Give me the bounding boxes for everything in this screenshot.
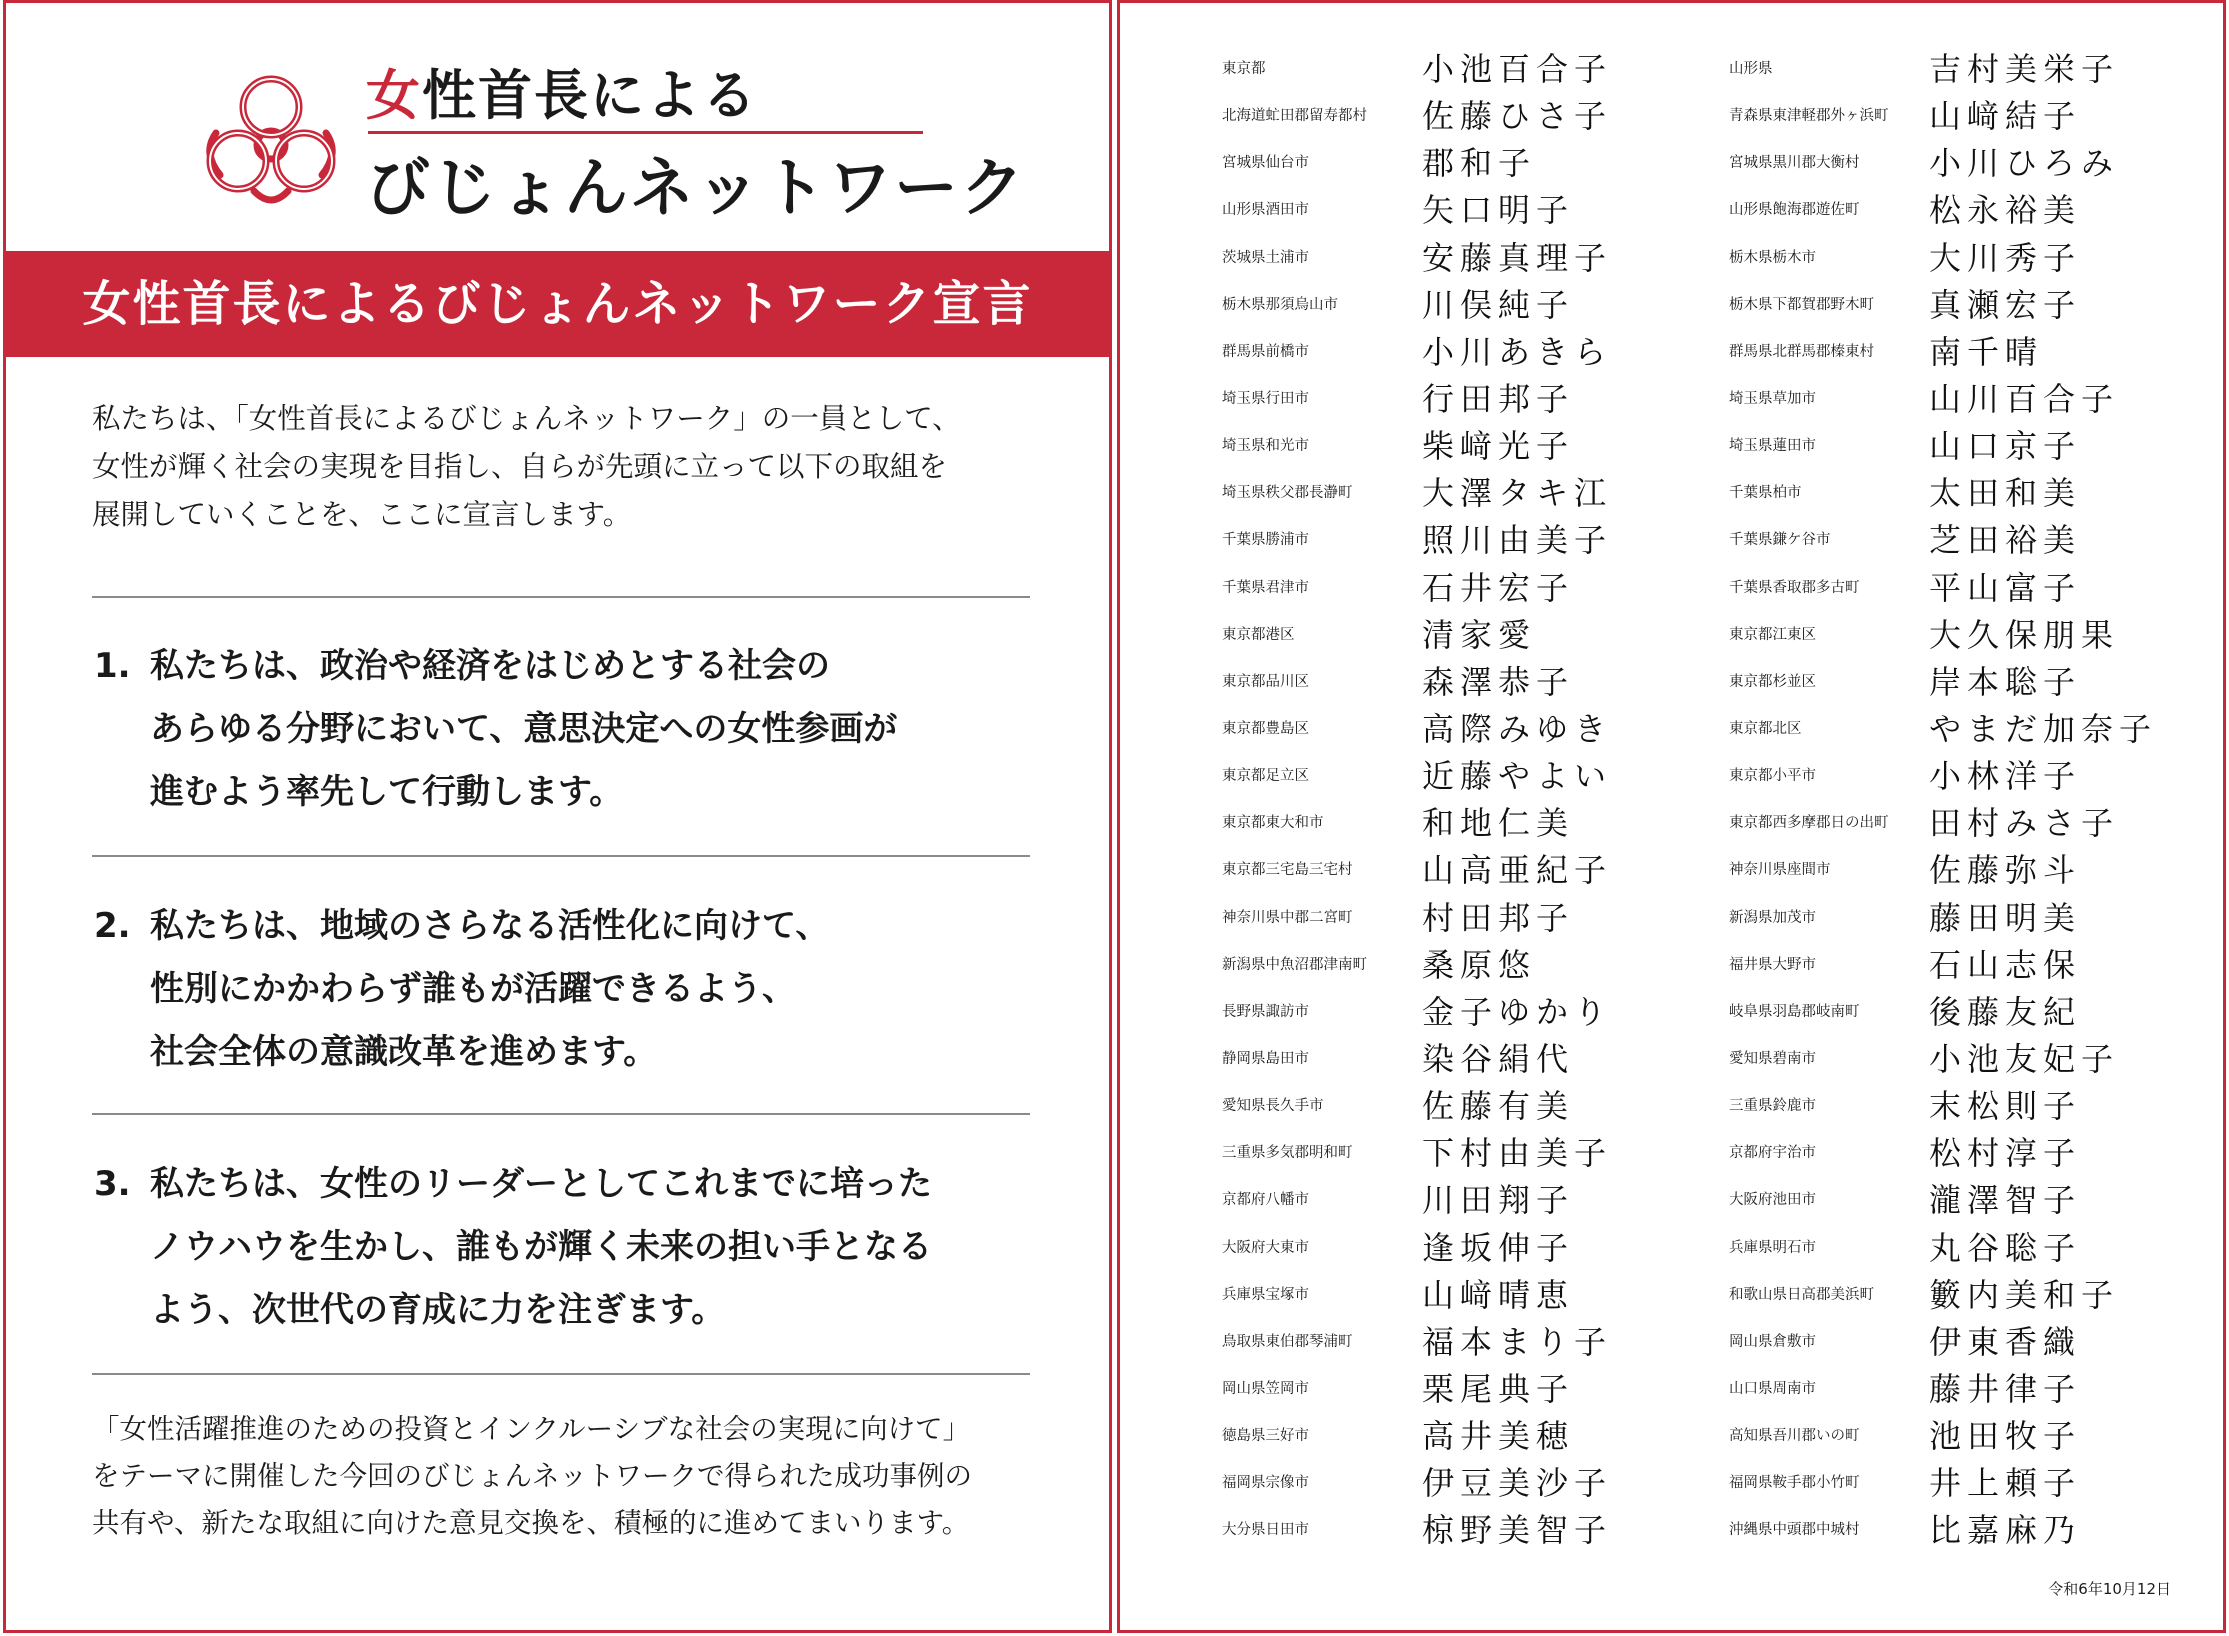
municipality-name: 三重県多気郡明和町 <box>1222 1145 1353 1162</box>
divider <box>92 855 1030 857</box>
network-title-line1 <box>366 53 758 130</box>
signatory-row <box>1222 1036 1702 1083</box>
signatory-row <box>1729 235 2209 282</box>
mayor-signature: 近藤やよい <box>1422 757 1613 796</box>
signatory-row <box>1729 93 2209 140</box>
intro-line: 展開していくことを、ここに宣言します。 <box>92 498 632 531</box>
signatory-row <box>1222 1460 1702 1507</box>
closing-line: をテーマに開催した今回のびじょんネットワークで得られた成功事例の <box>92 1460 972 1492</box>
signatory-row <box>1729 1225 2209 1272</box>
mayor-signature: 行田邦子 <box>1422 379 1575 418</box>
divider <box>92 1373 1030 1375</box>
pledge-line: 社会全体の意識改革を進めます。 <box>150 1032 658 1072</box>
mayor-signature: 染谷絹代 <box>1422 1039 1575 1078</box>
mayor-signature: 小川ひろみ <box>1929 144 2120 183</box>
mayor-signature: 小林洋子 <box>1929 757 2082 796</box>
municipality-name: 長野県諏訪市 <box>1222 1003 1309 1020</box>
mayor-signature: 清家愛 <box>1422 615 1537 654</box>
municipality-name: 大分県日田市 <box>1222 1522 1309 1539</box>
signatory-row <box>1222 1225 1702 1272</box>
pledge-line: 私たちは、女性のリーダーとしてこれまでに培った <box>150 1164 932 1204</box>
mayor-signature: 山川百合子 <box>1929 379 2120 418</box>
municipality-name: 東京都足立区 <box>1222 768 1309 785</box>
signatory-row <box>1729 659 2209 706</box>
signatory-row <box>1222 659 1702 706</box>
signatory-row <box>1222 470 1702 517</box>
pledge-line: ノウハウを生かし、誰もが輝く未来の担い手となる <box>150 1227 932 1267</box>
municipality-name: 福岡県鞍手郡小竹町 <box>1729 1475 1860 1492</box>
mayor-signature: 石井宏子 <box>1422 568 1575 607</box>
mayor-signature: 森澤恭子 <box>1422 662 1575 701</box>
intro-paragraph <box>92 395 1052 539</box>
mayor-signature: 福本まり子 <box>1422 1322 1613 1361</box>
signatory-row <box>1729 1507 2209 1554</box>
mayor-signature: 山﨑結子 <box>1929 97 2082 136</box>
signatory-column-right <box>1729 46 2209 1555</box>
municipality-name: 大阪府池田市 <box>1729 1192 1816 1209</box>
mayor-signature: 藤井律子 <box>1929 1369 2082 1408</box>
mayor-signature: 川田翔子 <box>1422 1181 1575 1220</box>
municipality-name: 東京都小平市 <box>1729 768 1816 785</box>
mayor-signature: 瀧澤智子 <box>1929 1181 2082 1220</box>
mayor-signature: 郡和子 <box>1422 144 1537 183</box>
municipality-name: 栃木県下都賀郡野木町 <box>1729 296 1874 313</box>
municipality-name: 岡山県笠岡市 <box>1222 1380 1309 1397</box>
signatory-row <box>1222 942 1702 989</box>
mayor-signature: 佐藤弥斗 <box>1929 851 2082 890</box>
signatory-row <box>1222 1507 1702 1554</box>
signatory-row <box>1222 895 1702 942</box>
signatory-row <box>1222 1319 1702 1366</box>
signatory-row <box>1222 565 1702 612</box>
declaration-panel <box>3 0 1112 1633</box>
knot-emblem-icon <box>196 65 346 215</box>
signatory-row <box>1222 329 1702 376</box>
signatory-row <box>1222 235 1702 282</box>
mayor-signature: 佐藤ひさ子 <box>1422 97 1613 136</box>
municipality-name: 東京都品川区 <box>1222 673 1309 690</box>
signatory-row <box>1729 1130 2209 1177</box>
municipality-name: 高知県吾川郡いの町 <box>1729 1428 1860 1445</box>
mayor-signature: 平山富子 <box>1929 568 2082 607</box>
mayor-signature: 和地仁美 <box>1422 804 1575 843</box>
signatory-row <box>1729 329 2209 376</box>
mayor-signature: 大澤タキ江 <box>1422 474 1613 513</box>
municipality-name: 山形県飽海郡遊佐町 <box>1729 202 1860 219</box>
signatory-row <box>1729 612 2209 659</box>
signatory-row <box>1729 1036 2209 1083</box>
mayor-signature: 村田邦子 <box>1422 898 1575 937</box>
municipality-name: 栃木県那須烏山市 <box>1222 296 1338 313</box>
signatory-row <box>1729 46 2209 93</box>
signatory-row <box>1222 517 1702 564</box>
municipality-name: 東京都北区 <box>1729 720 1802 737</box>
signatory-row <box>1729 1083 2209 1130</box>
municipality-name: 千葉県勝浦市 <box>1222 532 1309 549</box>
pledge-line: 私たちは、地域のさらなる活性化に向けて、 <box>150 906 830 946</box>
divider <box>92 1113 1030 1115</box>
municipality-name: 静岡県島田市 <box>1222 1050 1309 1067</box>
mayor-signature: 末松則子 <box>1929 1087 2082 1126</box>
intro-line: 女性が輝く社会の実現を目指し、自らが先頭に立って以下の取組を <box>92 450 948 483</box>
pledge-line: 進むよう率先して行動します。 <box>150 772 624 812</box>
signatory-row <box>1729 847 2209 894</box>
mayor-signature: 柴﨑光子 <box>1422 427 1575 466</box>
municipality-name: 山形県酒田市 <box>1222 202 1309 219</box>
pledge-line: あらゆる分野において、意思決定への女性参画が <box>150 709 898 749</box>
municipality-name: 新潟県加茂市 <box>1729 909 1816 926</box>
signatory-row <box>1729 1272 2209 1319</box>
municipality-name: 千葉県柏市 <box>1729 485 1802 502</box>
signatory-row <box>1222 187 1702 234</box>
municipality-name: 千葉県香取郡多古町 <box>1729 579 1860 596</box>
municipality-name: 東京都三宅島三宅村 <box>1222 862 1353 879</box>
signatory-row <box>1729 376 2209 423</box>
mayor-signature: 真瀬宏子 <box>1929 285 2082 324</box>
municipality-name: 群馬県前橋市 <box>1222 343 1309 360</box>
municipality-name: 埼玉県草加市 <box>1729 390 1816 407</box>
signatory-row <box>1729 989 2209 1036</box>
mayor-signature: 伊東香織 <box>1929 1322 2082 1361</box>
signatory-row <box>1222 847 1702 894</box>
municipality-name: 兵庫県宝塚市 <box>1222 1286 1309 1303</box>
intro-line: 私たちは、「女性首長によるびじょんネットワーク」の一員として、 <box>92 402 961 435</box>
mayor-signature: 太田和美 <box>1929 474 2082 513</box>
municipality-name: 東京都豊島区 <box>1222 720 1309 737</box>
mayor-signature: 大久保朋果 <box>1929 615 2120 654</box>
signatories-panel <box>1117 0 2226 1633</box>
pledge-item-2 <box>94 895 1054 1084</box>
municipality-name: 群馬県北群馬郡榛東村 <box>1729 343 1874 360</box>
title-rule <box>368 131 923 134</box>
municipality-name: 東京都港区 <box>1222 626 1295 643</box>
signatory-row <box>1222 1177 1702 1224</box>
declaration-date: 令和6年10月12日 <box>2048 1580 2171 1598</box>
mayor-signature: 佐藤有美 <box>1422 1087 1575 1126</box>
municipality-name: 宮城県黒川郡大衡村 <box>1729 155 1860 172</box>
signatory-row <box>1222 423 1702 470</box>
mayor-signature: 小池友妃子 <box>1929 1039 2120 1078</box>
mayor-signature: 井上頼子 <box>1929 1464 2082 1503</box>
mayor-signature: 石山志保 <box>1929 945 2082 984</box>
mayor-signature: 高井美穂 <box>1422 1417 1575 1456</box>
title-line1-rest: 性首長による <box>422 64 758 127</box>
municipality-name: 岐阜県羽島郡岐南町 <box>1729 1003 1860 1020</box>
signatory-row <box>1222 93 1702 140</box>
mayor-signature: 逢坂伸子 <box>1422 1228 1575 1267</box>
municipality-name: 青森県東津軽郡外ヶ浜町 <box>1729 108 1889 125</box>
pledge-number: 2. <box>94 906 131 946</box>
signatory-row <box>1729 895 2209 942</box>
municipality-name: 宮城県仙台市 <box>1222 155 1309 172</box>
signatory-row <box>1729 1413 2209 1460</box>
pledge-item-3 <box>94 1153 1054 1342</box>
mayor-signature: 吉村美栄子 <box>1929 50 2120 88</box>
pledge-item-1 <box>94 635 1054 824</box>
municipality-name: 埼玉県行田市 <box>1222 390 1309 407</box>
signatory-row <box>1222 612 1702 659</box>
signatory-row <box>1729 706 2209 753</box>
signatory-row <box>1729 187 2209 234</box>
municipality-name: 神奈川県座間市 <box>1729 862 1831 879</box>
municipality-name: 埼玉県和光市 <box>1222 438 1309 455</box>
mayor-signature: 後藤友紀 <box>1929 992 2082 1031</box>
mayor-signature: 大川秀子 <box>1929 238 2082 277</box>
signatory-row <box>1222 1083 1702 1130</box>
signatory-row <box>1222 140 1702 187</box>
mayor-signature: 桑原悠 <box>1422 945 1537 984</box>
pledge-number: 1. <box>94 646 131 686</box>
municipality-name: 和歌山県日高郡美浜町 <box>1729 1286 1874 1303</box>
mayor-signature: 矢口明子 <box>1422 191 1575 230</box>
mayor-signature: 安藤真理子 <box>1422 238 1613 277</box>
closing-paragraph <box>92 1406 1052 1547</box>
municipality-name: 東京都杉並区 <box>1729 673 1816 690</box>
signatory-row <box>1729 942 2209 989</box>
municipality-name: 東京都 <box>1222 61 1266 77</box>
mayor-signature: 丸谷聡子 <box>1929 1228 2082 1267</box>
mayor-signature: 山高亜紀子 <box>1422 851 1613 890</box>
municipality-name: 愛知県碧南市 <box>1729 1050 1816 1067</box>
closing-line: 共有や、新たな取組に向けた意見交換を、積極的に進めてまいります。 <box>92 1507 970 1539</box>
mayor-signature: 藤田明美 <box>1929 898 2082 937</box>
divider <box>92 596 1030 598</box>
mayor-signature: 池田牧子 <box>1929 1417 2082 1456</box>
municipality-name: 埼玉県秩父郡長瀞町 <box>1222 485 1353 502</box>
mayor-signature: 南千晴 <box>1929 332 2044 371</box>
mayor-signature: 川俣純子 <box>1422 285 1575 324</box>
pledge-number: 3. <box>94 1164 131 1204</box>
signatory-row <box>1222 800 1702 847</box>
signatory-row <box>1729 1366 2209 1413</box>
municipality-name: 茨城県土浦市 <box>1222 249 1309 266</box>
mayor-signature: 松村淳子 <box>1929 1134 2082 1173</box>
mayor-signature: 小池百合子 <box>1422 50 1613 88</box>
signatory-row <box>1222 706 1702 753</box>
municipality-name: 山口県周南市 <box>1729 1380 1816 1397</box>
mayor-signature: 籔内美和子 <box>1929 1275 2120 1314</box>
municipality-name: 徳島県三好市 <box>1222 1428 1309 1445</box>
signatory-row <box>1222 1130 1702 1177</box>
mayor-signature: 金子ゆかり <box>1422 992 1613 1031</box>
municipality-name: 東京都西多摩郡日の出町 <box>1729 815 1889 832</box>
signatory-row <box>1729 753 2209 800</box>
pledge-line: 私たちは、政治や経済をはじめとする社会の <box>150 646 830 686</box>
signatory-row <box>1222 1413 1702 1460</box>
mayor-signature: 栗尾典子 <box>1422 1369 1575 1408</box>
municipality-name: 沖縄県中頭郡中城村 <box>1729 1522 1860 1539</box>
pledge-line: よう、次世代の育成に力を注ぎます。 <box>150 1290 726 1330</box>
municipality-name: 千葉県君津市 <box>1222 579 1309 596</box>
municipality-name: 愛知県長久手市 <box>1222 1098 1324 1115</box>
network-title-line2: びじょんネットワーク <box>366 152 1026 226</box>
municipality-name: 京都府八幡市 <box>1222 1192 1309 1209</box>
municipality-name: 大阪府大東市 <box>1222 1239 1309 1256</box>
municipality-name: 岡山県倉敷市 <box>1729 1333 1816 1350</box>
signatory-row <box>1222 282 1702 329</box>
mayor-signature: 伊豆美沙子 <box>1422 1464 1613 1503</box>
municipality-name: 北海道虻田郡留寿都村 <box>1222 108 1367 125</box>
mayor-signature: 岸本聡子 <box>1929 662 2082 701</box>
signatory-row <box>1222 1272 1702 1319</box>
mayor-signature: 小川あきら <box>1422 332 1613 371</box>
declaration-banner: 女性首長によるびじょんネットワーク宣言 <box>6 251 1109 357</box>
pledge-line: 性別にかかわらず誰もが活躍できるよう、 <box>150 969 796 1009</box>
municipality-name: 千葉県鎌ケ谷市 <box>1729 532 1831 549</box>
municipality-name: 東京都東大和市 <box>1222 815 1324 832</box>
mayor-signature: 松永裕美 <box>1929 191 2082 230</box>
municipality-name: 京都府宇治市 <box>1729 1145 1816 1162</box>
mayor-signature: 山口京子 <box>1929 427 2082 466</box>
signatory-row <box>1729 800 2209 847</box>
mayor-signature: 山﨑晴恵 <box>1422 1275 1575 1314</box>
municipality-name: 福岡県宗像市 <box>1222 1475 1309 1492</box>
municipality-name: 福井県大野市 <box>1729 956 1816 973</box>
municipality-name: 三重県鈴鹿市 <box>1729 1098 1816 1115</box>
signatory-row <box>1729 282 2209 329</box>
municipality-name: 栃木県栃木市 <box>1729 249 1816 266</box>
mayor-signature: 下村由美子 <box>1422 1134 1613 1173</box>
municipality-name: 神奈川県中郡二宮町 <box>1222 909 1353 926</box>
municipality-name: 埼玉県蓮田市 <box>1729 438 1816 455</box>
mayor-signature: 照川由美子 <box>1422 521 1613 560</box>
mayor-signature: 田村みさ子 <box>1929 804 2120 843</box>
municipality-name: 新潟県中魚沼郡津南町 <box>1222 956 1367 973</box>
signatory-row <box>1222 1366 1702 1413</box>
signatory-row <box>1729 470 2209 517</box>
signatory-row <box>1729 140 2209 187</box>
municipality-name: 東京都江東区 <box>1729 626 1816 643</box>
signatory-column-left <box>1222 46 1702 1555</box>
signatory-row <box>1729 1177 2209 1224</box>
title-accent-char: 女 <box>366 64 422 127</box>
mayor-signature: 比嘉麻乃 <box>1929 1511 2082 1550</box>
signatory-row <box>1222 989 1702 1036</box>
signatory-row <box>1729 517 2209 564</box>
signatory-row <box>1729 423 2209 470</box>
signatory-row <box>1729 1460 2209 1507</box>
municipality-name: 兵庫県明石市 <box>1729 1239 1816 1256</box>
mayor-signature: 高際みゆき <box>1422 709 1613 748</box>
mayor-signature: やまだ加奈子 <box>1929 709 2158 748</box>
closing-line: 「女性活躍推進のための投資とインクルーシブな社会の実現に向けて」 <box>92 1413 971 1445</box>
signatory-row <box>1729 565 2209 612</box>
mayor-signature: 椋野美智子 <box>1422 1511 1613 1550</box>
municipality-name: 山形県 <box>1729 61 1773 77</box>
signatory-row <box>1222 753 1702 800</box>
mayor-signature: 芝田裕美 <box>1929 521 2082 560</box>
municipality-name: 鳥取県東伯郡琴浦町 <box>1222 1333 1353 1350</box>
signatory-row <box>1729 1319 2209 1366</box>
signatory-row <box>1222 46 1702 93</box>
signatory-row <box>1222 376 1702 423</box>
